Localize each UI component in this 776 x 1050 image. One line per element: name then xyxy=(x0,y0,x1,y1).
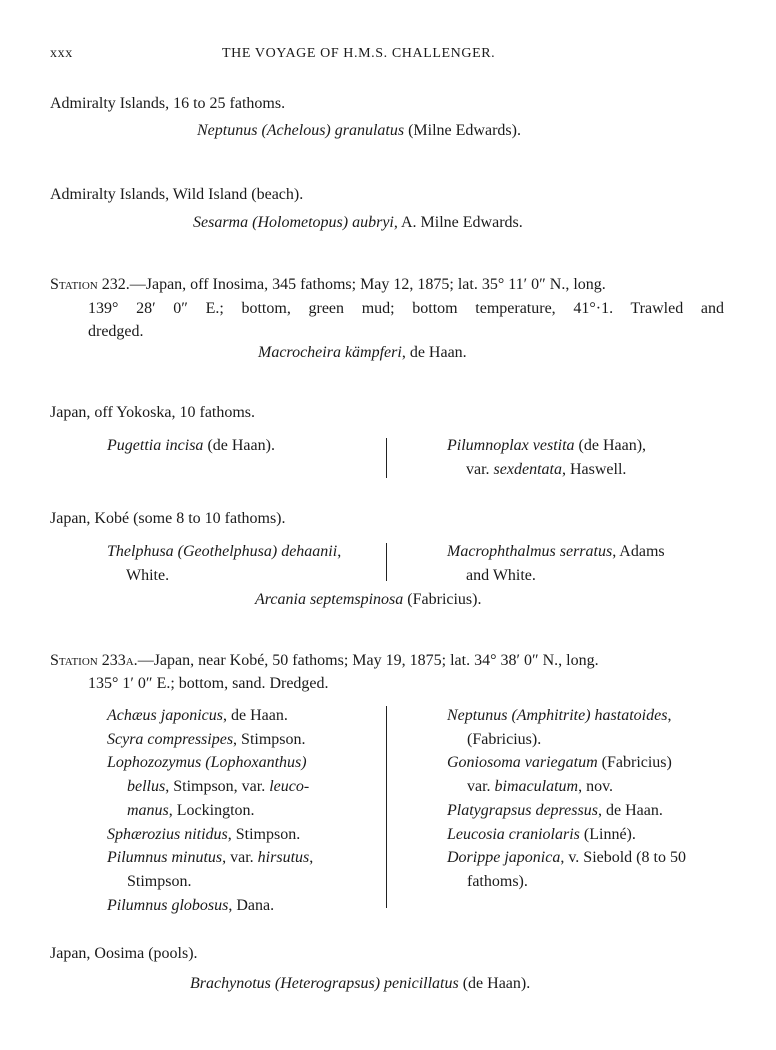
list-item: Sphærozius nitidus, Stimpson. xyxy=(107,825,301,843)
list-item: Goniosoma variegatum (Fabricius) xyxy=(447,754,672,772)
column-divider xyxy=(386,543,387,581)
list-item: fathoms). xyxy=(467,872,528,890)
list-item: Stimpson. xyxy=(127,872,192,890)
species-thelphusa-author: White. xyxy=(126,567,170,584)
list-item: Neptunus (Amphitrite) hastatoides, xyxy=(447,707,672,724)
species-pilumnoplax-var: var. sexdentata, Haswell. xyxy=(466,461,627,478)
locality-admiralty-1: Admiralty Islands, 16 to 25 fathoms. xyxy=(50,95,286,112)
station-233a-left-column xyxy=(107,704,313,917)
list-item: Pilumnus minutus, var. hirsutus, xyxy=(107,849,314,867)
list-item: Platygrapsus depressus, de Haan. xyxy=(447,801,663,819)
column-divider xyxy=(386,706,387,908)
station-233a-right-column xyxy=(447,704,686,894)
species-neptunus-granulatus: Neptunus (Achelous) granulatus (Milne Edwards). xyxy=(197,122,521,139)
station-232-line3: dredged. xyxy=(88,323,144,340)
station-232-line2: 139° 28′ 0″ E.; bottom, green mud; bottom temperature, 41°·1. Trawled and xyxy=(88,300,724,317)
species-macrocheira: Macrocheira kämpferi, de Haan. xyxy=(258,344,467,361)
species-pilumnoplax: Pilumnoplax vestita (de Haan), xyxy=(447,437,647,454)
running-title: THE VOYAGE OF H.M.S. CHALLENGER. xyxy=(222,46,496,61)
species-arcania: Arcania septemspinosa (Fabricius). xyxy=(255,591,482,608)
locality-oosima: Japan, Oosima (pools). xyxy=(50,945,198,962)
list-item: Pilumnus globosus, Dana. xyxy=(107,896,275,914)
list-item: Leucosia craniolaris (Linné). xyxy=(447,825,636,843)
list-item: (Fabricius). xyxy=(467,730,542,748)
station-233a-line2: 135° 1′ 0″ E.; bottom, sand. Dredged. xyxy=(88,675,329,692)
column-divider xyxy=(386,438,387,478)
locality-yokoska: Japan, off Yokoska, 10 fathoms. xyxy=(50,404,256,421)
list-item: manus, Lockington. xyxy=(127,801,255,819)
list-item: Lophozozymus (Lophoxanthus) xyxy=(107,754,307,772)
list-item: bellus, Stimpson, var. leuco- xyxy=(127,778,310,796)
locality-admiralty-2: Admiralty Islands, Wild Island (beach). xyxy=(50,186,304,203)
species-brachynotus: Brachynotus (Heterograpsus) penicillatus (de Haan). xyxy=(190,975,531,992)
species-pugettia: Pugettia incisa (de Haan). xyxy=(107,437,275,454)
list-item: Scyra compressipes, Stimpson. xyxy=(107,730,306,748)
list-item: Achæus japonicus, de Haan. xyxy=(107,707,288,724)
species-thelphusa: Thelphusa (Geothelphusa) dehaanii, xyxy=(107,543,342,560)
page-number: xxx xyxy=(50,46,73,61)
species-macrophthalmus: Macrophthalmus serratus, Adams xyxy=(447,543,665,560)
list-item: var. bimaculatum, nov. xyxy=(467,778,614,796)
species-macrophthalmus-author: and White. xyxy=(466,567,536,584)
station-232-line1: Station 232.—Japan, off Inosima, 345 fathoms; May 12, 1875; lat. 35° 11′ 0″ N., long. xyxy=(50,276,606,293)
locality-kobe: Japan, Kobé (some 8 to 10 fathoms). xyxy=(50,510,286,527)
list-item: Dorippe japonica, v. Siebold (8 to 50 xyxy=(447,849,686,867)
species-sesarma-aubryi: Sesarma (Holometopus) aubryi, A. Milne Edwards. xyxy=(193,214,523,231)
station-233a-line1: Station 233a.—Japan, near Kobé, 50 fathoms; May 19, 1875; lat. 34° 38′ 0″ N., long. xyxy=(50,652,599,669)
